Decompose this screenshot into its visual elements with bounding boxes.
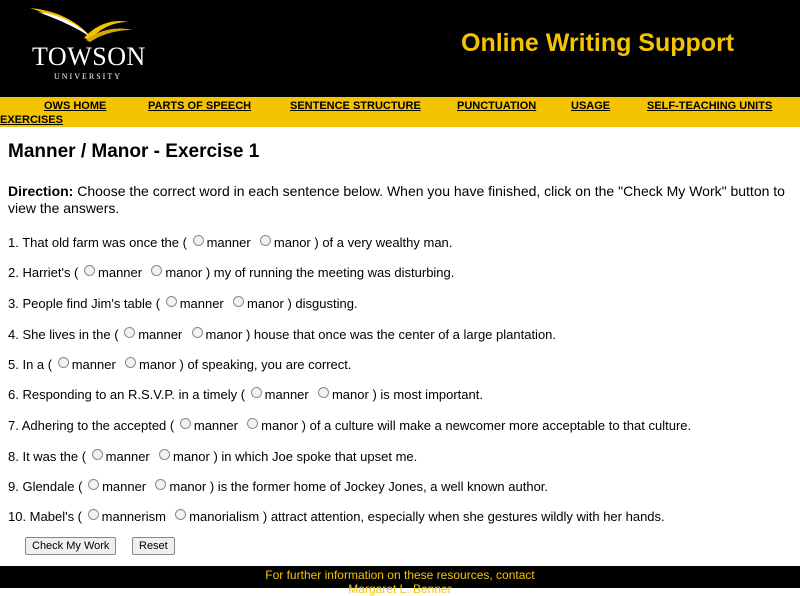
question-6 xyxy=(8,387,483,403)
question-text-after: ) my of running the meeting was disturbing. xyxy=(205,265,455,280)
radio-option-1[interactable] xyxy=(88,479,99,490)
option-1-label: manner xyxy=(179,296,224,311)
radio-option-2[interactable] xyxy=(159,449,170,460)
page-title: Manner / Manor - Exercise 1 xyxy=(8,141,260,162)
option-2-label: manor xyxy=(139,357,176,372)
radio-option-2[interactable] xyxy=(125,357,136,368)
question-text-after: ) attract attention, especially when she gestures wildly with her hands. xyxy=(262,509,665,524)
option-2-label: manor xyxy=(247,296,284,311)
question-text-before: 8. It was the ( xyxy=(8,449,87,464)
nav-ows-home[interactable]: OWS HOME xyxy=(44,100,107,112)
site-banner xyxy=(0,0,800,97)
radio-option-1[interactable] xyxy=(124,327,135,338)
question-text-before: 9. Glendale ( xyxy=(8,479,83,494)
nav-punctuation[interactable]: PUNCTUATION xyxy=(457,100,537,112)
question-3 xyxy=(8,296,358,312)
question-text-before: 4. She lives in the ( xyxy=(8,327,119,342)
reset-button[interactable]: Reset xyxy=(132,537,175,555)
question-text-after: ) of a culture will make a newcomer more acceptable to that culture. xyxy=(301,418,692,433)
nav-self-teaching-units[interactable]: SELF-TEACHING UNITS xyxy=(647,100,773,112)
radio-option-1[interactable] xyxy=(58,357,69,368)
question-text-after: ) is the former home of Jockey Jones, a well known author. xyxy=(209,479,549,494)
question-text-after: ) in which Joe spoke that upset me. xyxy=(213,449,418,464)
footer-contact-name[interactable]: Margaret L. Benner xyxy=(348,582,452,596)
nav-parts-of-speech[interactable]: PARTS OF SPEECH xyxy=(148,100,252,112)
site-title: Online Writing Support xyxy=(461,29,735,57)
question-text-after: ) is most important. xyxy=(372,387,483,402)
radio-option-2[interactable] xyxy=(247,418,258,429)
radio-option-2[interactable] xyxy=(175,509,186,520)
option-2-label: manor xyxy=(273,235,311,250)
logo-subtitle: UNIVERSITY xyxy=(54,72,122,81)
direction-label: Direction: xyxy=(8,183,74,199)
question-2 xyxy=(8,265,454,281)
option-2-label: manorialism xyxy=(189,509,260,524)
check-my-work-button[interactable]: Check My Work xyxy=(25,537,116,555)
radio-option-1[interactable] xyxy=(88,509,99,520)
logo-name: TOWSON xyxy=(32,42,146,71)
nav-sentence-structure[interactable]: SENTENCE STRUCTURE xyxy=(290,100,421,112)
question-text-before: 5. In a ( xyxy=(8,357,53,372)
radio-option-1[interactable] xyxy=(180,418,191,429)
question-text-before: 1. That old farm was once the ( xyxy=(8,235,187,250)
radio-option-2[interactable] xyxy=(260,235,271,246)
radio-option-1[interactable] xyxy=(251,387,262,398)
question-text-before: 2. Harriet's ( xyxy=(8,265,79,280)
radio-option-2[interactable] xyxy=(155,479,166,490)
nav-usage[interactable]: USAGE xyxy=(571,100,611,112)
question-text-after: ) of a very wealthy man. xyxy=(314,235,453,250)
question-4 xyxy=(8,327,556,343)
option-1-label: manner xyxy=(102,479,147,494)
option-1-label: manner xyxy=(71,357,116,372)
question-8 xyxy=(8,449,417,465)
question-10 xyxy=(8,509,665,525)
option-1-label: manner xyxy=(193,418,238,433)
question-text-after: ) disgusting. xyxy=(287,296,358,311)
main-nav xyxy=(0,97,800,127)
footer-contact-text: For further information on these resources, contact xyxy=(265,568,535,582)
radio-option-2[interactable] xyxy=(233,296,244,307)
towson-logo[interactable] xyxy=(24,6,149,81)
footer xyxy=(0,566,800,596)
radio-option-1[interactable] xyxy=(166,296,177,307)
question-text-before: 10. Mabel's ( xyxy=(8,509,83,524)
question-9 xyxy=(8,479,548,495)
nav-exercises[interactable]: EXERCISES xyxy=(0,114,63,126)
question-text-before: 6. Responding to an R.S.V.P. in a timely ( xyxy=(8,387,246,402)
radio-option-2[interactable] xyxy=(151,265,162,276)
question-7 xyxy=(8,418,691,434)
option-2-label: manor xyxy=(169,479,207,494)
direction-text xyxy=(8,183,792,217)
option-1-label: manner xyxy=(105,449,150,464)
radio-option-2[interactable] xyxy=(192,327,203,338)
option-1-label: mannerism xyxy=(101,509,166,524)
radio-option-1[interactable] xyxy=(92,449,103,460)
question-text-after: ) house that once was the center of a large plantation. xyxy=(245,327,557,342)
option-2-label: manor xyxy=(331,387,369,402)
direction-body: Choose the correct word in each sentence below. When you have finished, click on the "Check My Work" button to view the answers. xyxy=(8,183,785,216)
question-5 xyxy=(8,357,351,373)
option-2-label: manor xyxy=(165,265,203,280)
option-1-label: manner xyxy=(138,327,183,342)
radio-option-1[interactable] xyxy=(84,265,95,276)
option-2-label: manor xyxy=(205,327,243,342)
option-1-label: manner xyxy=(98,265,143,280)
question-text-before: 7. Adhering to the accepted ( xyxy=(8,418,175,433)
question-1 xyxy=(8,235,452,251)
option-2-label: manor xyxy=(172,449,210,464)
option-1-label: manner xyxy=(206,235,251,250)
radio-option-2[interactable] xyxy=(318,387,329,398)
question-text-after: ) of speaking, you are correct. xyxy=(179,357,352,372)
radio-option-1[interactable] xyxy=(193,235,204,246)
flame-icon xyxy=(24,6,149,46)
option-2-label: manor xyxy=(261,418,299,433)
option-1-label: manner xyxy=(264,387,309,402)
question-text-before: 3. People find Jim's table ( xyxy=(8,296,161,311)
